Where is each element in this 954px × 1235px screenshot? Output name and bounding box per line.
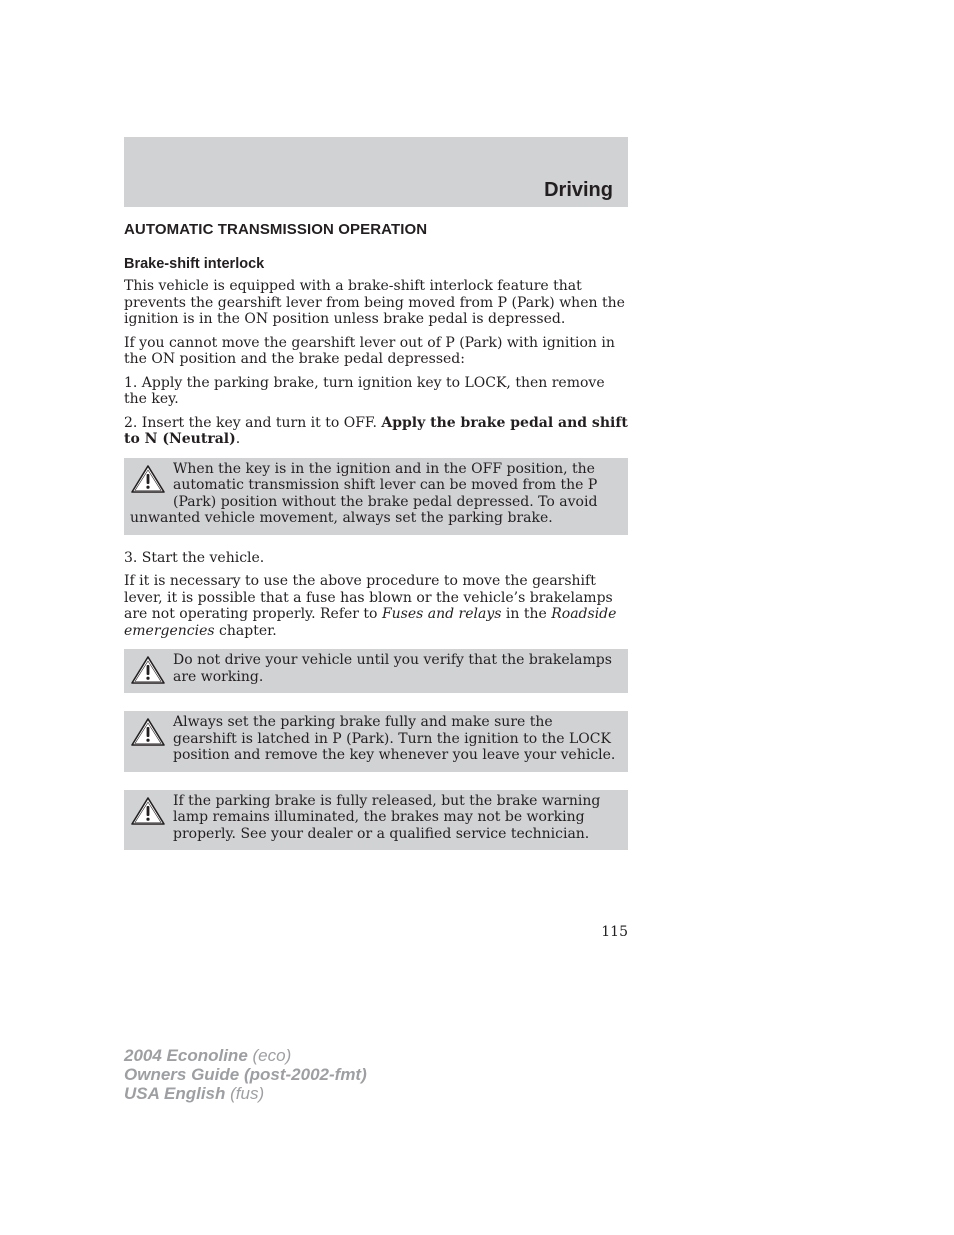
step-2	[124, 415, 628, 448]
warning-text: When the key is in the ignition and in the OFF position, the automatic transmission shift lever can be moved from the P (Park) position without the brake pedal depressed. To avoid unwanted vehicle movement, always set the parking brake.	[130, 460, 598, 526]
step-2-text: 2. Insert the key and turn it to OFF.	[124, 414, 382, 431]
warning-triangle-icon	[130, 464, 166, 494]
document-footer	[124, 1046, 367, 1103]
warning-triangle-icon	[130, 717, 166, 747]
fuses-relays-reference: Fuses and relays	[381, 606, 502, 622]
fuse-note-text: chapter.	[214, 622, 277, 639]
warning-box	[124, 790, 628, 851]
page-section-title: Driving	[544, 179, 613, 201]
fuse-note-text: If it is necessary to use the above procedure to move the gearshift lever, it is possible that a fuse has blown or the vehicle’s brakelamps are not operating properly. Refer to	[124, 573, 613, 622]
page-number: 115	[601, 924, 628, 940]
footer-model: 2004 Econoline	[124, 1046, 248, 1065]
page-content	[124, 219, 628, 850]
warning-text: If the parking brake is fully released, but the brake warning lamp remains illuminated, the brakes may not be working properly. See your dealer or a qualified service technician.	[173, 792, 601, 842]
step-3: 3. Start the vehicle.	[124, 549, 265, 566]
step-2-end: .	[235, 431, 241, 447]
subsection-title: Brake-shift interlock	[124, 256, 265, 272]
footer-language: USA English	[124, 1084, 226, 1103]
footer-language-code: (fus)	[225, 1084, 265, 1103]
footer-line-2	[124, 1065, 367, 1084]
footer-line-3	[124, 1084, 367, 1103]
footer-model-code: (eco)	[247, 1046, 292, 1065]
warning-text: Always set the parking brake fully and make sure the gearshift is latched in P (Park). Turn the ignition to the LOCK position and remove the key whenever you leave your vehicle.	[173, 714, 616, 763]
step-2-emphasis: Apply the brake pedal and shift to N (Neutral)	[124, 414, 628, 447]
paragraph-fuse-note	[124, 573, 628, 639]
warning-triangle-icon	[130, 796, 166, 826]
roadside-emergencies-reference: Roadside emergencies	[124, 606, 617, 639]
paragraph-intro: This vehicle is equipped with a brake-shift interlock feature that prevents the gearshift lever from being moved from P (Park) when the ignition is in the ON position unless brake pedal is depressed.	[124, 278, 625, 327]
warning-box	[124, 458, 628, 535]
footer-guide: Owners Guide (post-2002-fmt)	[124, 1065, 367, 1084]
section-header-bar	[124, 137, 628, 207]
warning-triangle-icon	[130, 655, 166, 685]
warning-box	[124, 711, 628, 772]
section-title: AUTOMATIC TRANSMISSION OPERATION	[124, 221, 428, 238]
warning-text: Do not drive your vehicle until you verify that the brakelamps are working.	[173, 652, 612, 685]
step-1: 1. Apply the parking brake, turn ignition key to LOCK, then remove the key.	[124, 374, 605, 407]
footer-line-1	[124, 1046, 367, 1065]
fuse-note-text: in the	[501, 606, 552, 622]
paragraph-condition: If you cannot move the gearshift lever out of P (Park) with ignition in the ON position and the brake pedal depressed:	[124, 334, 615, 367]
warning-box	[124, 649, 628, 693]
